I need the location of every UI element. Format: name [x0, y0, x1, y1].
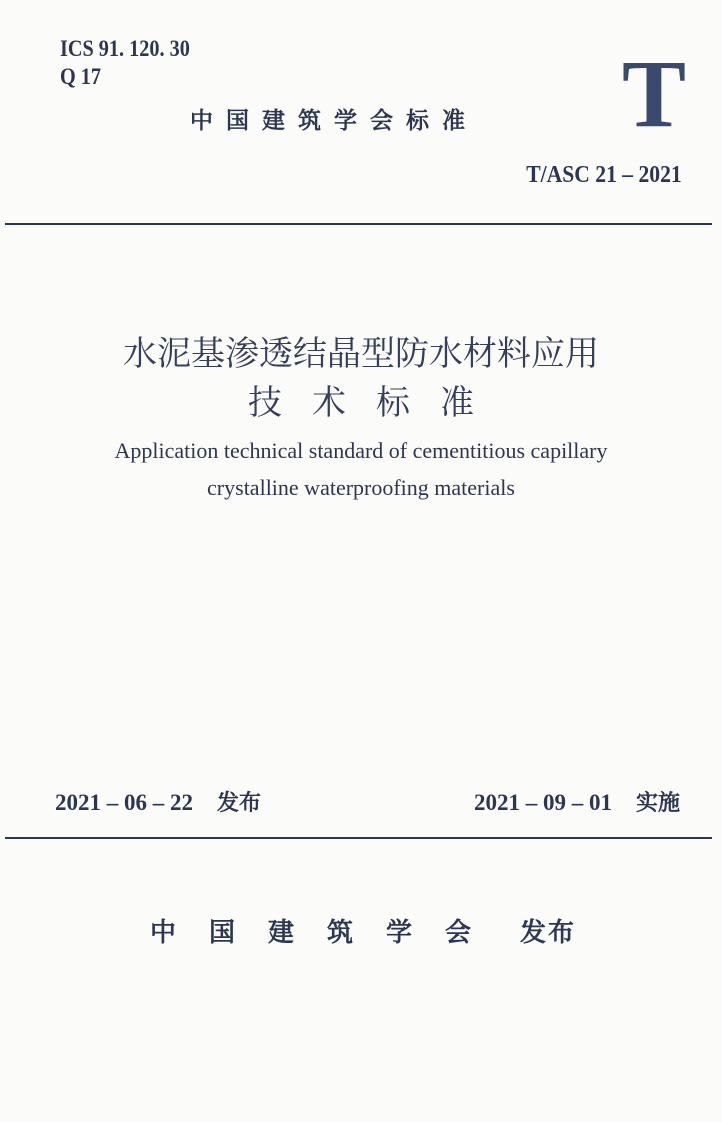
bottom-divider — [5, 837, 712, 839]
effective-date-block — [474, 786, 680, 817]
standard-type: 中国建筑学会标准 — [190, 108, 478, 134]
effective-label: 实施 — [635, 791, 680, 816]
top-divider — [5, 223, 712, 225]
title-zh-line1: 水泥基渗透结晶型防水材料应用 — [123, 336, 599, 373]
classification-code: Q 17 — [60, 64, 102, 89]
issue-date-block — [55, 786, 261, 817]
ics-number: ICS 91. 120. 30 — [60, 36, 190, 61]
publisher-name: 中国建筑学会 — [150, 918, 505, 948]
title-zh-line2: 技术标准 — [248, 385, 504, 422]
issue-date: 2021 – 06 – 22 — [55, 790, 193, 815]
standard-code: T/ASC 21 – 2021 — [526, 162, 682, 188]
category-letter: T — [622, 40, 687, 147]
publisher-action: 发布 — [520, 918, 577, 948]
issue-label: 发布 — [217, 791, 262, 816]
title-en-line1: Application technical standard of cementitious capillary — [114, 438, 608, 463]
title-en-line2: crystalline waterproofing materials — [207, 475, 515, 500]
effective-date: 2021 – 09 – 01 — [473, 790, 612, 815]
publisher — [150, 912, 576, 949]
